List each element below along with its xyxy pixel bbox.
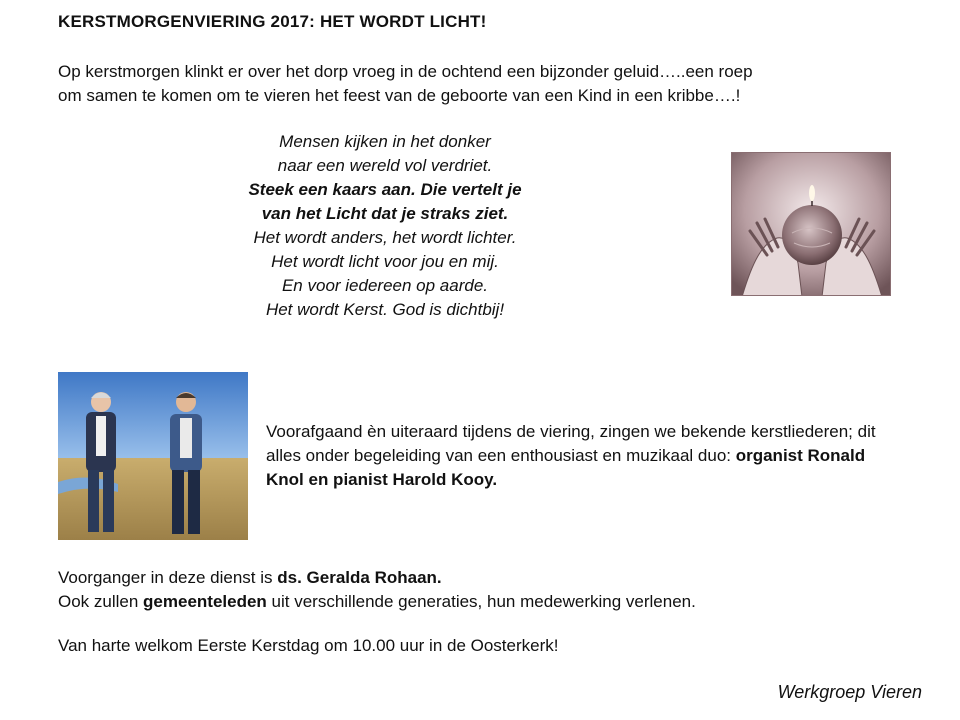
cooperation-prefix: Ook zullen: [58, 592, 144, 611]
page-title: KERSTMORGENVIERING 2017: HET WORDT LICHT!: [58, 12, 487, 31]
intro-line-1: Op kerstmorgen klinkt er over het dorp vroeg in de ochtend een bijzonder geluid…..een roep: [58, 62, 753, 81]
duo-photo: [58, 372, 248, 540]
intro-line-2: om samen te komen om te vieren het feest van de geboorte van een Kind in een kribbe….!: [58, 86, 741, 105]
service-info: [58, 566, 938, 614]
poem-line: naar een wereld vol verdriet.: [277, 156, 493, 175]
leader-line: [58, 566, 938, 590]
cooperation-bold: gemeenteleden: [143, 592, 267, 611]
poem-line: En voor iedereen op aarde.: [281, 276, 489, 295]
poem-line-bold: Steek een kaars aan. Die vertelt je: [248, 180, 522, 199]
poem-line: Het wordt Kerst. God is dichtbij!: [265, 300, 505, 319]
poem-line-bold: van het Licht dat je straks ziet.: [261, 204, 509, 223]
poem-line: Het wordt licht voor jou en mij.: [271, 252, 499, 271]
intro-paragraph: [58, 60, 938, 108]
leader-prefix: Voorganger in deze dienst is: [58, 568, 278, 587]
signature: Werkgroep Vieren: [777, 682, 922, 702]
poem: [185, 130, 585, 322]
welcome-line: Van harte welkom Eerste Kerstdag om 10.00 uur in de Oosterkerk!: [58, 636, 559, 655]
candle-hands-image: [731, 152, 891, 296]
cooperation-suffix: uit verschillende generaties, hun medewerking verlenen.: [266, 592, 696, 611]
duo-text: Voorafgaand èn uiteraard tijdens de viering, zingen we bekende kerstliederen; dit alles onder begeleiding van een enthousiast en muzikaal duo:: [266, 422, 876, 465]
duo-paragraph: [266, 420, 886, 492]
poem-line: Het wordt anders, het wordt lichter.: [253, 228, 517, 247]
poem-line: Mensen kijken in het donker: [279, 132, 491, 151]
leader-name: ds. Geralda Rohaan.: [277, 568, 442, 587]
cooperation-line: [58, 590, 938, 614]
duo-names: organist Ronald Knol en pianist Harold Kooy.: [266, 446, 866, 489]
